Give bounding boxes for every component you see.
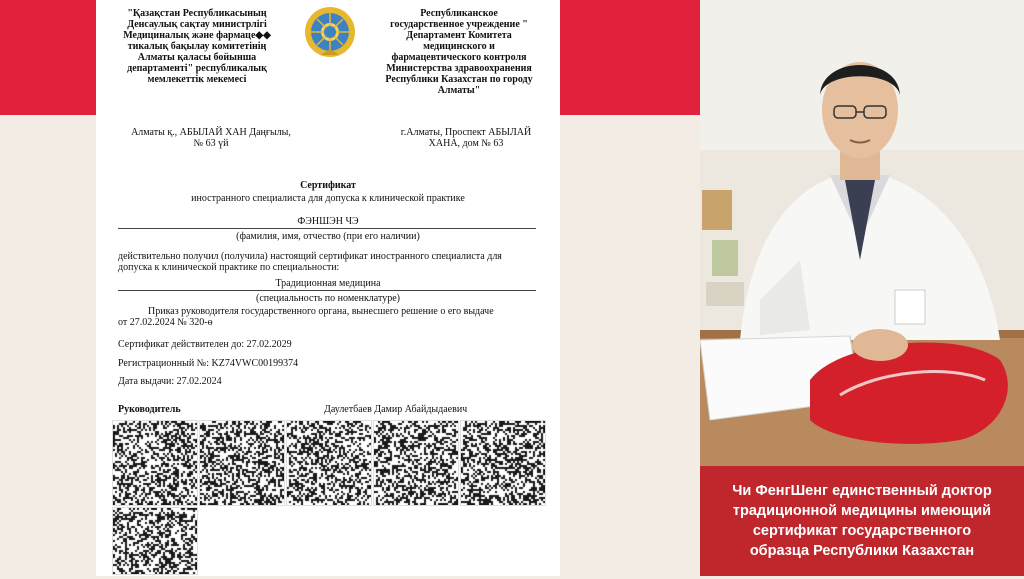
head-name: Даулетбаев Дамир Абайдыдаевич [324,404,468,415]
caption-box [700,466,1024,576]
address-ru-line: ХАНА, дом № 63 [428,138,504,149]
header-kz-line: мемлекеттік мекемесі [147,74,247,85]
qr-code [286,420,372,506]
address-kz-line: № 63 үй [193,138,229,149]
valid-until: Сертификат действителен до: 27.02.2029 [118,339,292,350]
issue-date: Дата выдачи: 27.02.2024 [118,376,222,387]
header-ru-line: Республики Казахстан по городу [385,74,533,85]
qr-code [460,420,546,506]
registration-number: Регистрационный №: KZ74VWC00199374 [118,358,299,369]
header-kz-line: департаменті" республикалық [127,63,267,74]
header-ru-line: государственное учреждение " [390,19,528,30]
address-kz-line: Алматы қ., АБЫЛАЙ ХАН Даңғылы, [131,127,291,138]
body-text-line: допуска к клинической практике по специальности: [118,262,340,273]
qr-code [199,420,285,506]
doctor-photo [700,0,1024,466]
header-ru-line: Департамент Комитета [406,30,512,41]
qr-code [373,420,459,506]
caption-line: сертификат государственного [752,523,972,539]
specialty: Традиционная медицина [275,278,381,289]
specialty-caption: (специальность по номенклатуре) [256,293,400,304]
address-ru-line: г.Алматы, Проспект АБЫЛАЙ [400,127,532,138]
body-text-line: действительно получил (получила) настоящий сертификат иностранного специалиста для [118,251,502,262]
name-caption: (фамилия, имя, отчество (при его наличии) [236,231,420,242]
header-ru-line: фармацевтического контроля [391,52,527,63]
caption-line: традиционной медицины имеющий [732,503,992,519]
certificate-document [96,0,560,576]
header-kz-line: Медициналық және фармаце◆◆ [123,30,271,41]
right-background [560,115,700,576]
order-text-line: от 27.02.2024 № 320-ө [118,317,213,328]
qr-code [112,507,198,575]
header-kz-line: "Қазақстан Республикасының [127,8,267,19]
header-ru-line: Алматы" [437,85,481,96]
head-label: Руководитель [118,404,181,415]
qr-code [112,420,198,506]
header-ru-line: Республиканское [420,8,498,19]
state-emblem-icon [303,5,357,59]
caption-line: Чи ФенгШенг единственный доктор [732,483,992,499]
holder-name: ФЭНШЭН ЧЭ [297,216,359,227]
caption-text [732,481,992,561]
certificate-subtitle: иностранного специалиста для допуска к клинической практике [191,193,465,204]
header-kz-line: Алматы қаласы бойынша [137,52,257,63]
left-red-band [0,0,96,115]
header-kz-line: тикалық бақылау комитетінің [127,41,267,52]
specialty-underline [118,290,536,291]
header-ru-line: медицинского и [423,41,495,52]
certificate-title: Сертификат [300,180,356,191]
name-underline [118,228,536,229]
order-text-line: Приказ руководителя государственного органа, вынесшего решение о его выдаче [148,306,494,317]
header-ru-line: Министерства здравоохранения [386,63,532,74]
caption-line: образца Республики Казахстан [749,543,975,559]
header-kz-line: Денсаулық сақтау министрлігі [127,19,267,30]
